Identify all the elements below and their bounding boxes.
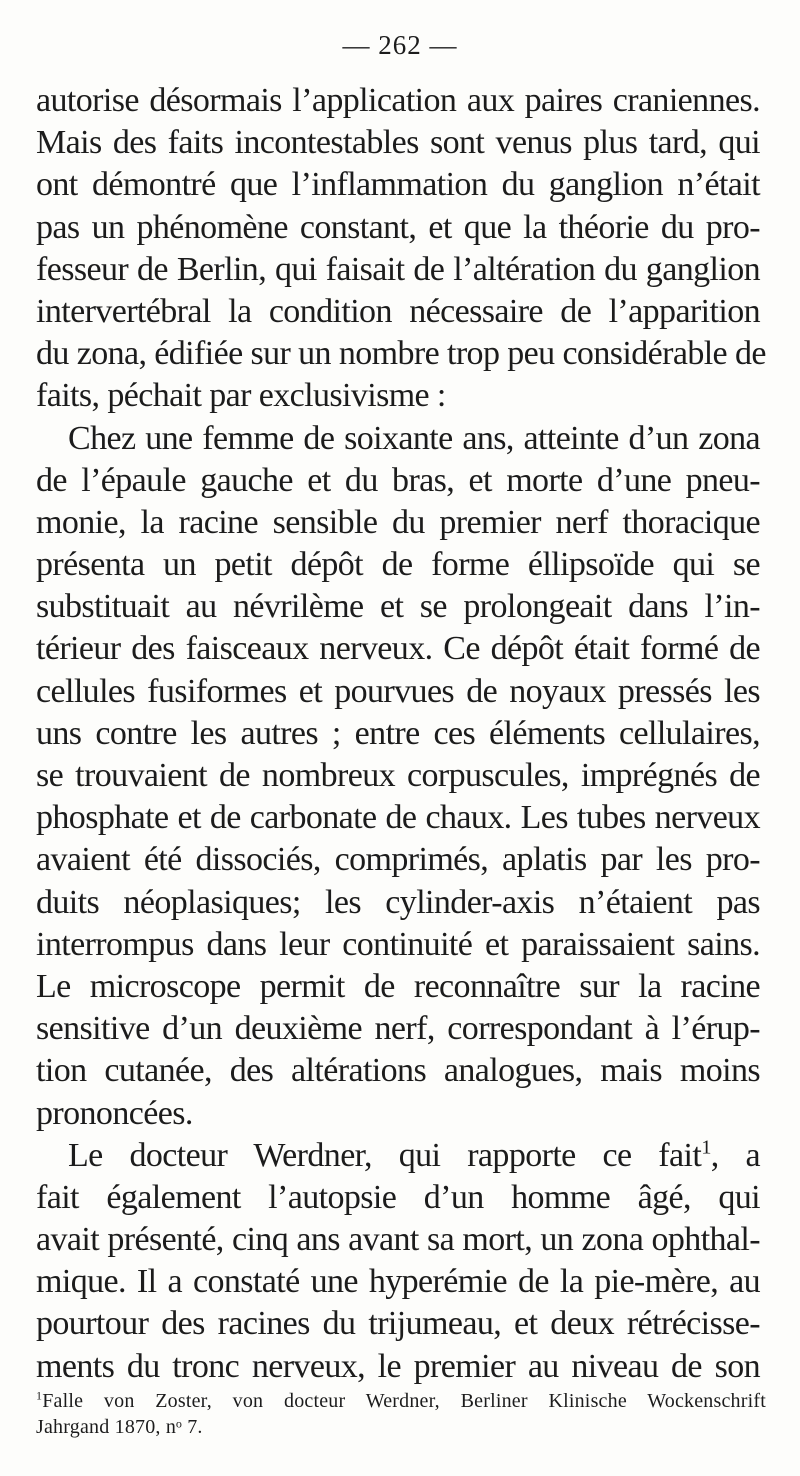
text-line: avaient été dissociés, comprimés, aplatis par les pro- <box>36 841 760 879</box>
text-line: fait également l’autopsie d’un homme âgé, qui <box>36 1178 760 1216</box>
text-line: se trouvaient de nombreux corpuscules, imprégnés de <box>36 757 760 794</box>
text-line: tion cutanée, des altérations analogues, mais moins <box>36 1052 760 1090</box>
text-line: Le microscope permit de reconnaître sur la racine <box>36 967 760 1005</box>
text-line-body: Le docteur Werdner, qui rapporte ce fait <box>68 1136 702 1174</box>
text-line: interrompus dans leur continuité et paraissaient sains. <box>36 925 760 963</box>
text-line-suffix: , a <box>710 1136 760 1174</box>
text-line: de l’épaule gauche et du bras, et morte d’une pneu- <box>36 461 760 499</box>
text-line: sensitive d’un deuxième nerf, correspondant à l’érup- <box>36 1010 760 1048</box>
text-line: prononcées. <box>36 1094 193 1132</box>
footnote <box>36 1388 766 1440</box>
footnote-line <box>36 1388 766 1414</box>
body-text <box>36 80 766 1388</box>
text-line: térieur des faisceaux nerveux. Ce dépôt était formé de <box>36 630 760 668</box>
text-line: intervertébral la condition nécessaire de l’apparition <box>36 292 760 330</box>
text-line: Chez une femme de soixante ans, atteinte d’un zona <box>68 419 760 457</box>
text-line: pourtour des racines du trijumeau, et deux rétrécisse- <box>36 1305 760 1343</box>
footnote-line: Jahrgand 1870, nᵒ 7. <box>36 1416 203 1438</box>
text-line: faits, péchait par exclusivisme : <box>36 377 446 415</box>
text-line: avait présenté, cinq ans avant sa mort, un zona ophthal- <box>36 1221 760 1259</box>
text-line: autorise désormais l’application aux paires craniennes. <box>36 82 760 119</box>
text-line <box>36 1135 760 1177</box>
text-line: ont démontré que l’inflammation du ganglion n’était <box>36 166 760 204</box>
footnote-text: Falle von Zoster, von docteur Werdner, Berliner Klinische Wockenschrift <box>42 1390 766 1412</box>
text-line: présenta un petit dépôt de forme éllipsoïde qui se <box>36 546 760 584</box>
text-line: Mais des faits incontestables sont venus plus tard, qui <box>36 124 760 162</box>
page-number: — 262 — <box>342 30 458 60</box>
text-line: pas un phénomène constant, et que la théorie du pro- <box>36 208 760 246</box>
footnote-mark: 1 <box>36 1388 43 1403</box>
text-line: uns contre les autres ; entre ces éléments cellulaires, <box>36 714 760 752</box>
text-line: monie, la racine sensible du premier nerf thoracique <box>36 503 760 541</box>
text-line: fesseur de Berlin, qui faisait de l’altération du ganglion <box>36 250 760 288</box>
text-line: mique. Il a constaté une hyperémie de la pie-mère, au <box>36 1263 760 1301</box>
text-line: cellules fusiformes et pourvues de noyaux pressés les <box>36 672 760 710</box>
text-line: ments du tronc nerveux, le premier au niveau de son <box>36 1347 760 1385</box>
text-line: duits néoplasiques; les cylinder-axis n’étaient pas <box>36 883 760 921</box>
text-line: du zona, édifiée sur un nombre trop peu considérable de <box>36 335 766 373</box>
text-line: phosphate et de carbonate de chaux. Les tubes nerveux <box>36 799 760 837</box>
text-line: substituait au névrilème et se prolongeait dans l’in- <box>36 588 760 626</box>
footnote-reference: 1 <box>701 1136 711 1159</box>
